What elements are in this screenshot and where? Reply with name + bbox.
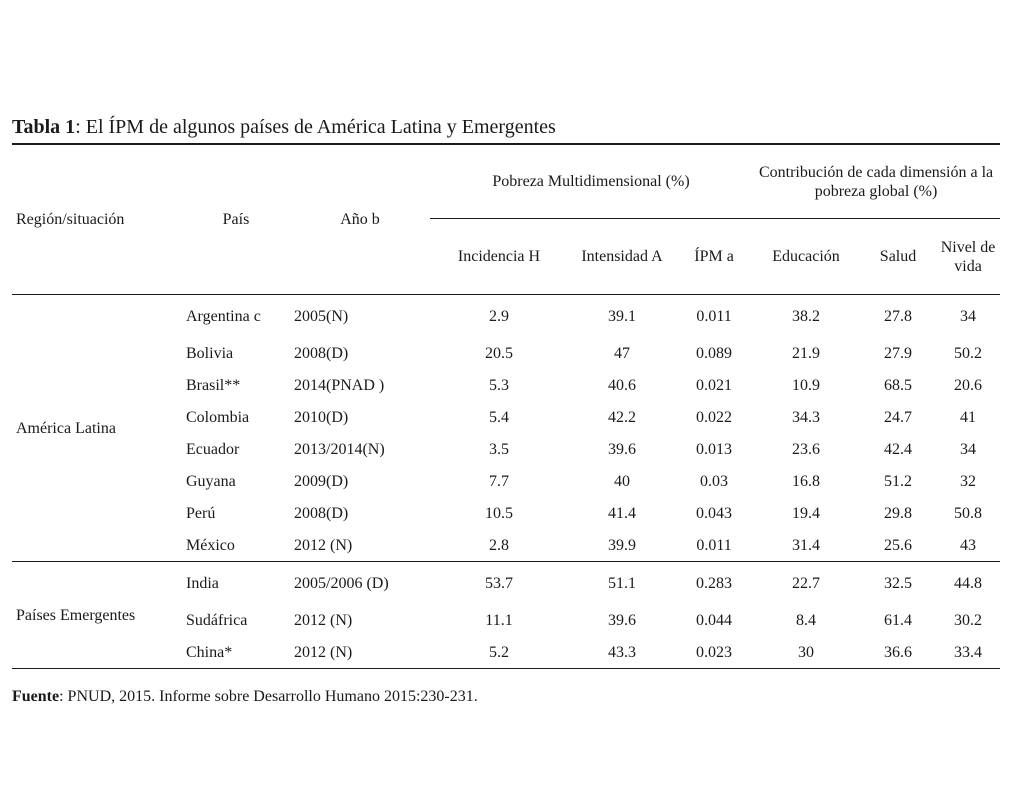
cell-ipm: 0.013 [696, 440, 733, 458]
header-pais: País [182, 144, 290, 295]
cell-ipm: 0.043 [696, 504, 733, 522]
cell-intensidad: 39.6 [608, 440, 636, 458]
header-salud: Salud [860, 219, 936, 295]
header-intensidad: Intensidad A [568, 219, 676, 295]
table-title-text: : El ÍPM de algunos países de América Latina y Emergentes [75, 116, 556, 138]
cell-ipm: 0.044 [696, 611, 733, 629]
region-paises-emergentes: Países Emergentes [12, 562, 182, 669]
cell-educacion: 34.3 [792, 408, 821, 426]
cell-educacion: 19.4 [792, 504, 821, 522]
cell-anio: 2014(PNAD ) [294, 376, 385, 394]
cell-intensidad: 40 [614, 472, 630, 490]
cell-educacion: 8.4 [796, 611, 817, 629]
cell-nivel: 33.4 [936, 636, 1000, 669]
cell-salud: 29.8 [884, 504, 913, 522]
cell-pais: Ecuador [186, 440, 240, 458]
cell-nivel: 30.2 [954, 611, 983, 629]
cell-incidencia: 53.7 [430, 562, 568, 605]
cell-ipm: 0.011 [696, 536, 732, 554]
cell-pais: China* [182, 636, 290, 669]
cell-educacion: 38.2 [792, 307, 821, 325]
cell-intensidad: 39.9 [608, 536, 636, 554]
header-ipm: ÍPM a [676, 219, 752, 295]
header-nivel: Nivel de vida [936, 219, 1000, 295]
cell-incidencia: 5.4 [489, 408, 509, 426]
cell-pais: Guyana [186, 472, 236, 490]
cell-ipm: 0.023 [676, 636, 752, 669]
cell-incidencia: 2.8 [489, 536, 509, 554]
cell-educacion: 30 [752, 636, 860, 669]
cell-incidencia: 20.5 [485, 344, 513, 362]
ipm-table [12, 143, 1000, 669]
source-note [12, 688, 478, 706]
cell-ipm: 0.021 [696, 376, 733, 394]
cell-incidencia: 3.5 [489, 440, 509, 458]
cell-intensidad: 39.6 [608, 611, 636, 629]
cell-salud: 25.6 [884, 536, 913, 554]
table-row [12, 562, 1000, 605]
cell-anio: 2005/2006 (D) [290, 562, 430, 605]
cell-nivel: 50.8 [954, 504, 983, 522]
cell-educacion: 31.4 [792, 536, 821, 554]
cell-intensidad: 42.2 [608, 408, 636, 426]
cell-pais: Argentina c [186, 307, 261, 325]
cell-educacion: 23.6 [792, 440, 821, 458]
cell-anio: 2009(D) [294, 472, 349, 490]
region-america-latina: América Latina [16, 419, 116, 437]
cell-anio: 2013/2014(N) [294, 440, 385, 458]
cell-pais: Brasil** [186, 376, 241, 394]
cell-intensidad: 39.1 [608, 307, 636, 325]
cell-anio: 2012 (N) [290, 636, 430, 669]
cell-salud: 36.6 [860, 636, 936, 669]
cell-salud: 42.4 [884, 440, 913, 458]
cell-intensidad: 43.3 [568, 636, 676, 669]
cell-educacion: 22.7 [752, 562, 860, 605]
cell-educacion: 10.9 [792, 376, 821, 394]
header-incidencia: Incidencia H [430, 219, 568, 295]
table-title-label: Tabla 1 [12, 116, 76, 138]
cell-anio: 2012 (N) [294, 611, 353, 629]
cell-salud: 32.5 [860, 562, 936, 605]
header-region: Región/situación [12, 144, 182, 295]
cell-incidencia: 5.3 [489, 376, 509, 394]
cell-incidencia: 7.7 [489, 472, 509, 490]
cell-anio: 2008(D) [294, 344, 349, 362]
cell-ipm: 0.022 [696, 408, 733, 426]
source-label: Fuente [12, 688, 60, 705]
cell-nivel: 34 [960, 440, 977, 458]
header-educacion: Educación [752, 219, 860, 295]
cell-educacion: 21.9 [792, 344, 821, 362]
table-row [12, 295, 1000, 338]
source-text: : PNUD, 2015. Informe sobre Desarrollo Humano 2015:230-231. [59, 688, 478, 705]
cell-salud: 61.4 [884, 611, 913, 629]
cell-salud: 68.5 [884, 376, 913, 394]
cell-ipm: 0.03 [700, 472, 729, 490]
cell-anio: 2008(D) [294, 504, 349, 522]
cell-nivel: 50.2 [954, 344, 983, 362]
cell-salud: 27.8 [884, 307, 913, 325]
cell-incidencia: 11.1 [485, 611, 513, 629]
cell-salud: 27.9 [884, 344, 913, 362]
cell-intensidad: 51.1 [568, 562, 676, 605]
header-anio: Año b [290, 144, 430, 295]
header-pobreza-group: Pobreza Multidimensional (%) [430, 144, 752, 219]
cell-ipm: 0.011 [696, 307, 732, 325]
header-contribucion-group: Contribución de cada dimensión a la pobreza global (%) [752, 144, 1000, 219]
cell-anio: 2010(D) [294, 408, 349, 426]
cell-nivel: 44.8 [936, 562, 1000, 605]
cell-anio: 2005(N) [294, 307, 349, 325]
cell-nivel: 20.6 [954, 376, 983, 394]
cell-incidencia: 10.5 [485, 504, 513, 522]
cell-salud: 24.7 [884, 408, 913, 426]
cell-nivel: 32 [960, 472, 977, 490]
cell-anio: 2012 (N) [294, 536, 353, 554]
cell-pais: India [182, 562, 290, 605]
cell-pais: México [186, 536, 235, 554]
cell-nivel: 34 [960, 307, 977, 325]
cell-incidencia: 5.2 [430, 636, 568, 669]
cell-intensidad: 40.6 [608, 376, 636, 394]
cell-ipm: 0.089 [696, 344, 733, 362]
cell-pais: Bolivia [186, 344, 234, 362]
cell-nivel: 43 [960, 536, 977, 554]
cell-intensidad: 47 [614, 344, 630, 362]
cell-salud: 51.2 [884, 472, 913, 490]
header-row-top [12, 144, 1000, 219]
table-title [12, 116, 556, 139]
cell-pais: Sudáfrica [186, 611, 248, 629]
cell-pais: Perú [186, 504, 216, 522]
cell-incidencia: 2.9 [489, 307, 509, 325]
cell-nivel: 41 [960, 408, 977, 426]
cell-educacion: 16.8 [792, 472, 821, 490]
cell-ipm: 0.283 [676, 562, 752, 605]
cell-pais: Colombia [186, 408, 250, 426]
cell-intensidad: 41.4 [608, 504, 636, 522]
